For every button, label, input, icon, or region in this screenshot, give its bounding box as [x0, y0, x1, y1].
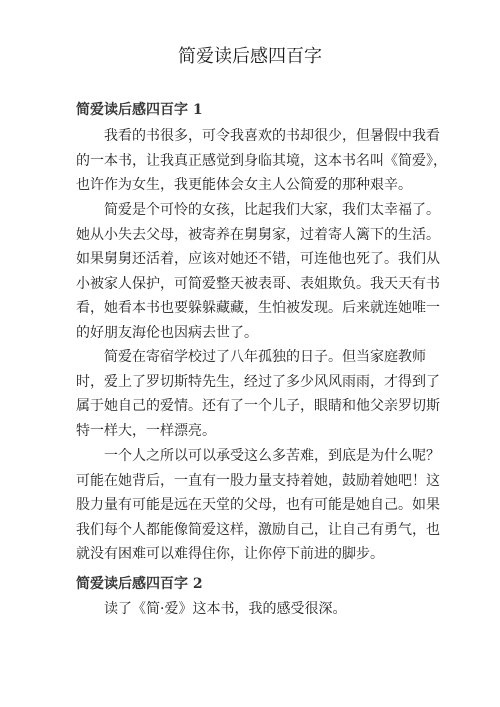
paragraph-line: 小被家人保护，可简爱整天被表哥、表姐欺负。我天天有书 [76, 275, 440, 292]
paragraph-line: 就没有困难可以难得住你，让你停下前进的脚步。 [76, 546, 384, 563]
section-heading-2: 简爱读后感四百字 2 [76, 576, 203, 592]
paragraph-line: 的一本书，让我真正感觉到身临其境，这本书名叫《简爱》， [76, 152, 447, 169]
paragraph-5 [76, 597, 428, 622]
paragraph-line: 股力量有可能是远在天堂的父母，也有可能是她自己。如果 [76, 497, 440, 514]
paragraph-4 [76, 444, 440, 567]
paragraph-line: 特一样大，一样漂亮。 [76, 422, 216, 439]
paragraph-line: 她从小失去父母，被寄养在舅舅家，过着寄人篱下的生活。 [76, 226, 440, 243]
paragraph-1 [76, 124, 447, 198]
paragraph-line: 可能在她背后，一直有一股力量支持着她，鼓励着她吧！这 [76, 472, 440, 489]
paragraph-line: 时，爱上了罗切斯特先生，经过了多少风风雨雨，才得到了 [76, 373, 440, 390]
paragraph-line: 也许作为女生，我更能体会女主人公简爱的那种艰辛。 [76, 177, 412, 194]
document-title: 简爱读后感四百字 [178, 46, 322, 67]
paragraph-line: 读了《简·爱》这本书，我的感受很深。 [104, 601, 347, 617]
paragraph-line: 我们每个人都能像简爱这样，激励自己，让自己有勇气，也 [76, 521, 440, 538]
section-heading-1: 简爱读后感四百字 1 [76, 102, 203, 118]
paragraph-3 [76, 345, 440, 443]
paragraph-2 [76, 198, 440, 346]
paragraph-line: 如果舅舅还活着，应该对她还不错，可连他也死了。我们从 [76, 251, 440, 268]
paragraph-line: 属于她自己的爱情。还有了一个儿子，眼睛和他父亲罗切斯 [76, 398, 440, 415]
paragraph-line: 一个人之所以可以承受这么多苦难，到底是为什么呢？ [104, 448, 440, 464]
paragraph-line: 我看的书很多，可令我喜欢的书却很少，但暑假中我看 [104, 128, 440, 144]
paragraph-line: 简爱是个可怜的女孩，比起我们大家，我们太幸福了。 [104, 202, 440, 218]
paragraph-line: 的好朋友海伦也因病去世了。 [76, 324, 258, 341]
paragraph-line: 简爱在寄宿学校过了八年孤独的日子。但当家庭教师 [104, 349, 426, 365]
paragraph-line: 看，她看本书也要躲躲藏藏，生怕被发现。后来就连她唯一 [76, 300, 440, 317]
